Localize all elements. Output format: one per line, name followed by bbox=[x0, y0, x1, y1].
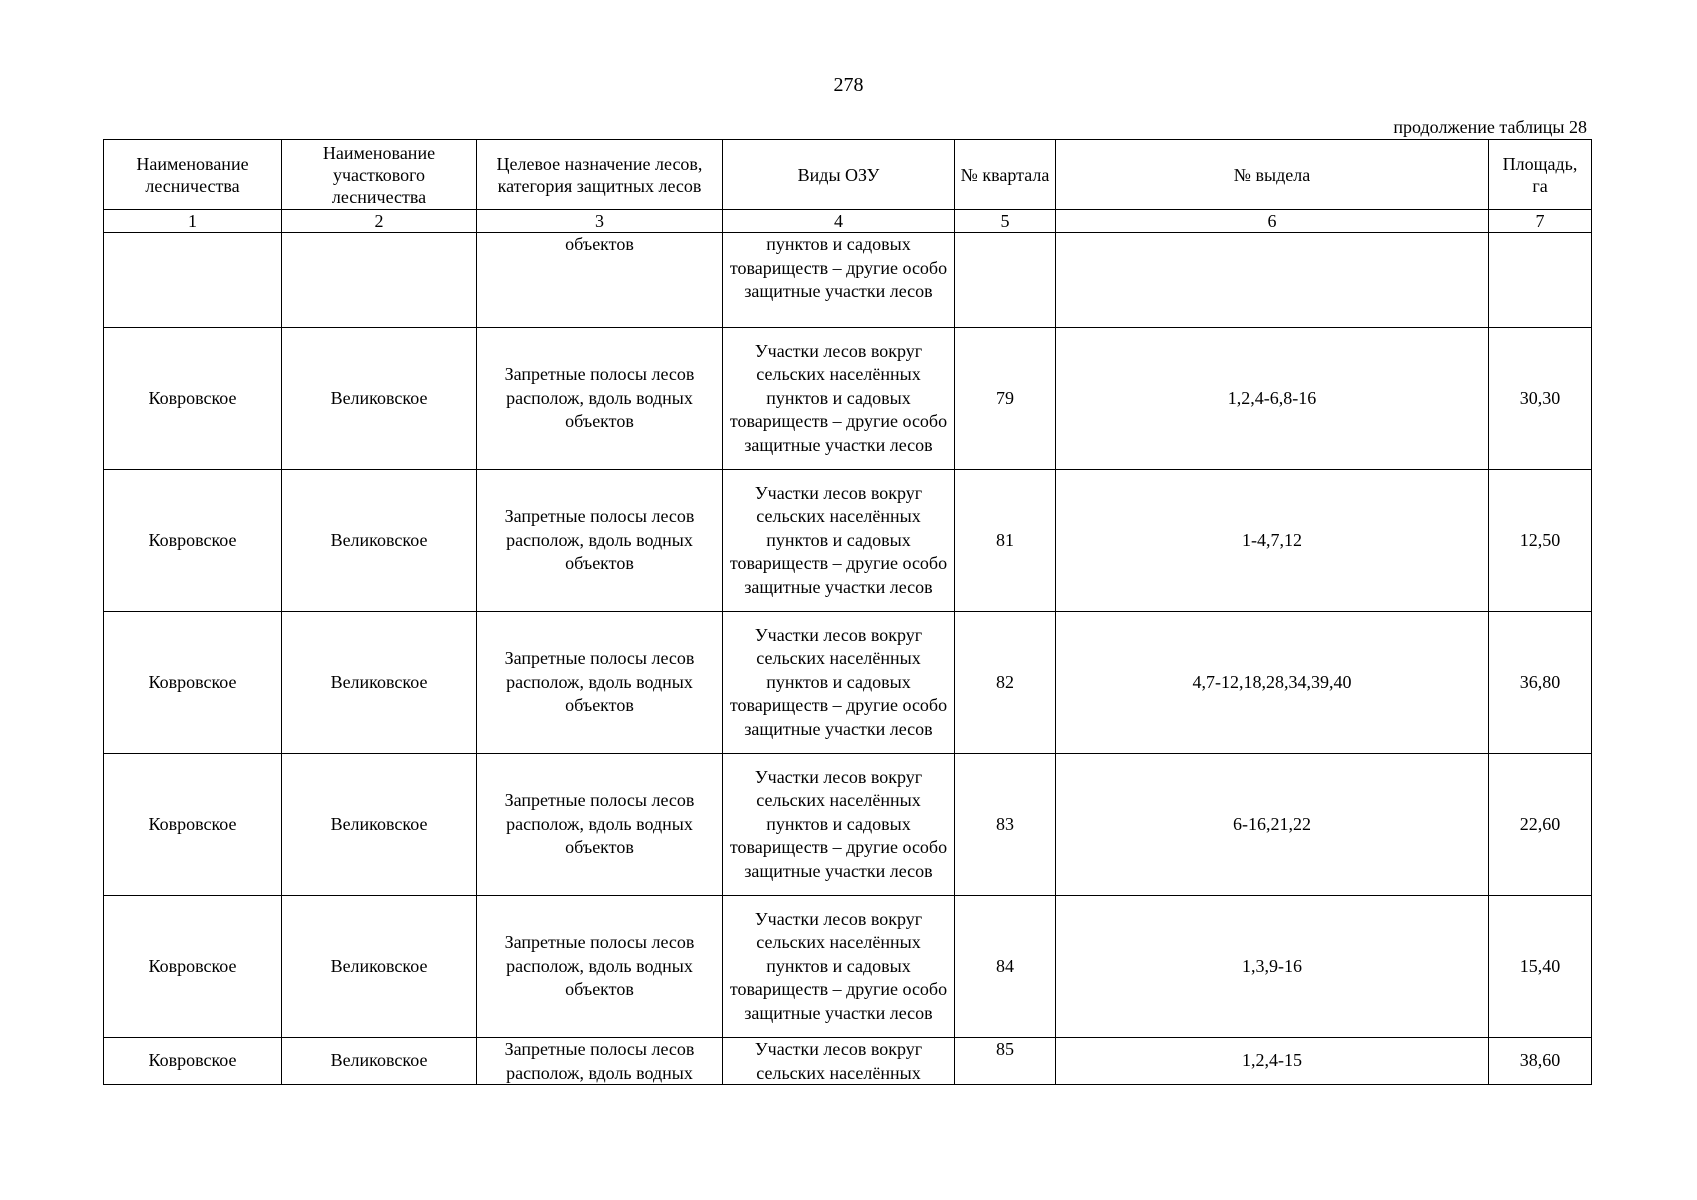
cell-ozu bbox=[723, 1038, 955, 1085]
table-row bbox=[104, 754, 1592, 896]
cell-purpose: Запретные полосы лесов располож, вдоль водных объектов bbox=[477, 896, 723, 1038]
column-number: 1 bbox=[104, 210, 282, 233]
cell-quarter: 82 bbox=[955, 612, 1056, 754]
cell-ozu: Участки лесов вокруг сельских населённых пунктов и садовых товариществ – другие особо защитные участки лесов bbox=[723, 754, 955, 896]
column-number: 6 bbox=[1056, 210, 1489, 233]
cell-district: Великовское bbox=[282, 754, 477, 896]
cell-area: 12,50 bbox=[1489, 470, 1592, 612]
cell-ozu: Участки лесов вокруг сельских населённых пунктов и садовых товариществ – другие особо защитные участки лесов bbox=[723, 470, 955, 612]
cell-purpose: Запретные полосы лесов располож, вдоль водных объектов bbox=[477, 470, 723, 612]
cell-plots: 1,2,4-6,8-16 bbox=[1056, 328, 1489, 470]
column-number: 7 bbox=[1489, 210, 1592, 233]
continued-table-row bbox=[104, 233, 1592, 328]
cell-quarter: 84 bbox=[955, 896, 1056, 1038]
cell-plots: 6-16,21,22 bbox=[1056, 754, 1489, 896]
cell-district bbox=[282, 233, 477, 328]
column-number: 4 bbox=[723, 210, 955, 233]
cell-purpose bbox=[477, 1038, 723, 1085]
cell-quarter: 85 bbox=[955, 1038, 1056, 1085]
column-number: 5 bbox=[955, 210, 1056, 233]
table-continuation-label: продолжение таблицы 28 bbox=[1393, 117, 1587, 137]
cell-purpose: Запретные полосы лесов располож, вдоль водных объектов bbox=[477, 612, 723, 754]
header-forestry: Наименование лесничества bbox=[104, 140, 282, 210]
cell-ozu: пунктов и садовых товариществ – другие особо защитные участки лесов bbox=[723, 233, 955, 328]
cell-area: 22,60 bbox=[1489, 754, 1592, 896]
cell-district: Великовское bbox=[282, 328, 477, 470]
cell-purpose: объектов bbox=[477, 233, 723, 328]
table-row bbox=[104, 896, 1592, 1038]
cell-quarter: 81 bbox=[955, 470, 1056, 612]
cell-forestry: Ковровское bbox=[104, 328, 282, 470]
cell-plots: 4,7-12,18,28,34,39,40 bbox=[1056, 612, 1489, 754]
cell-purpose-text: Запретные полосы лесов располож, вдоль водных bbox=[504, 1039, 695, 1083]
cell-area: 36,80 bbox=[1489, 612, 1592, 754]
cell-district: Великовское bbox=[282, 470, 477, 612]
cell-plots: 1-4,7,12 bbox=[1056, 470, 1489, 612]
cell-forestry: Ковровское bbox=[104, 470, 282, 612]
table-row bbox=[104, 1038, 1592, 1085]
cell-quarter: 83 bbox=[955, 754, 1056, 896]
cell-district: Великовское bbox=[282, 896, 477, 1038]
cell-ozu-text: Участки лесов вокруг сельских населённых bbox=[754, 1039, 923, 1083]
cell-forestry bbox=[104, 233, 282, 328]
header-ozu: Виды ОЗУ bbox=[723, 140, 955, 210]
cell-ozu: Участки лесов вокруг сельских населённых пунктов и садовых товариществ – другие особо защитные участки лесов bbox=[723, 896, 955, 1038]
cell-area: 38,60 bbox=[1489, 1038, 1592, 1085]
cell-purpose: Запретные полосы лесов располож, вдоль водных объектов bbox=[477, 328, 723, 470]
page-number: 278 bbox=[833, 74, 864, 96]
cell-area: 15,40 bbox=[1489, 896, 1592, 1038]
cell-plots: 1,2,4-15 bbox=[1056, 1038, 1489, 1085]
table-row bbox=[104, 470, 1592, 612]
table-row bbox=[104, 328, 1592, 470]
table-header-row bbox=[104, 140, 1592, 210]
header-quarter: № квартала bbox=[955, 140, 1056, 210]
forest-plots-table bbox=[103, 139, 1592, 1085]
cell-forestry: Ковровское bbox=[104, 896, 282, 1038]
cell-area bbox=[1489, 233, 1592, 328]
column-number-row bbox=[104, 210, 1592, 233]
cell-plots: 1,3,9-16 bbox=[1056, 896, 1489, 1038]
cell-district: Великовское bbox=[282, 612, 477, 754]
column-number: 2 bbox=[282, 210, 477, 233]
cell-district: Великовское bbox=[282, 1038, 477, 1085]
column-number: 3 bbox=[477, 210, 723, 233]
header-area: Площадь, га bbox=[1489, 140, 1592, 210]
cell-ozu: Участки лесов вокруг сельских населённых пунктов и садовых товариществ – другие особо защитные участки лесов bbox=[723, 328, 955, 470]
cell-ozu: Участки лесов вокруг сельских населённых пунктов и садовых товариществ – другие особо защитные участки лесов bbox=[723, 612, 955, 754]
header-district: Наименование участкового лесничества bbox=[282, 140, 477, 210]
cell-forestry: Ковровское bbox=[104, 754, 282, 896]
cell-area: 30,30 bbox=[1489, 328, 1592, 470]
cell-forestry: Ковровское bbox=[104, 1038, 282, 1085]
table-row bbox=[104, 612, 1592, 754]
cell-quarter bbox=[955, 233, 1056, 328]
cell-quarter: 79 bbox=[955, 328, 1056, 470]
header-plots: № выдела bbox=[1056, 140, 1489, 210]
cell-forestry: Ковровское bbox=[104, 612, 282, 754]
cell-plots bbox=[1056, 233, 1489, 328]
header-purpose: Целевое назначение лесов, категория защитных лесов bbox=[477, 140, 723, 210]
cell-purpose: Запретные полосы лесов располож, вдоль водных объектов bbox=[477, 754, 723, 896]
